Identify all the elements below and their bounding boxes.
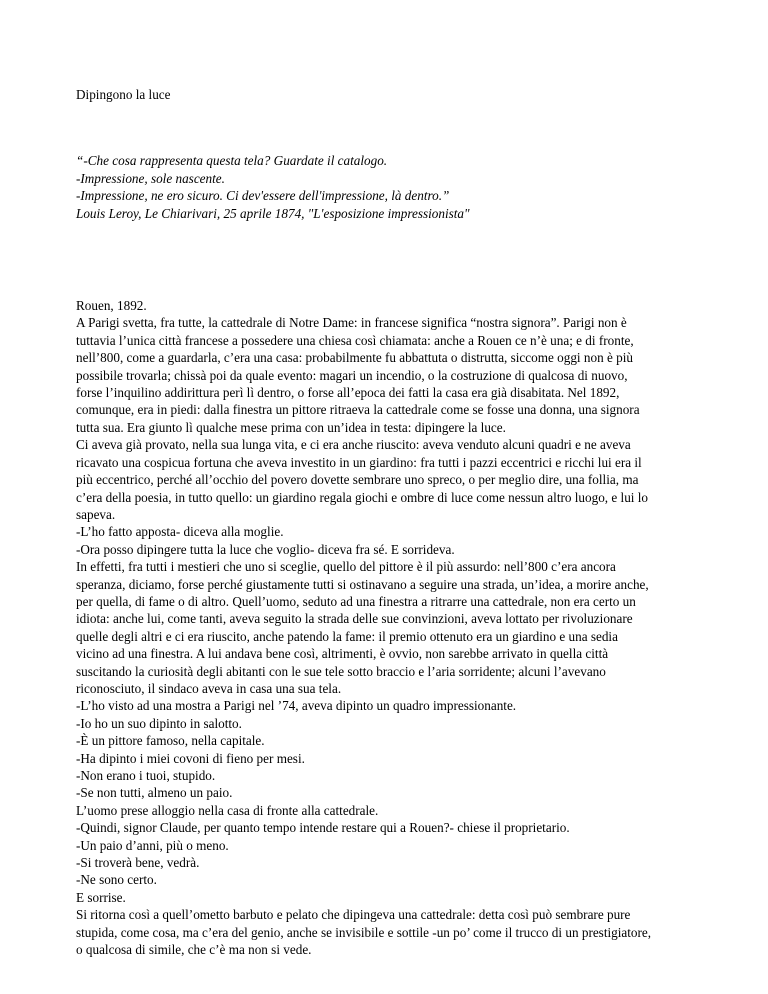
body-line: tuttavia l’unica città francese a possedere una chiesa così chiamata: anche a Rouen ce n’è una; e di fronte, [76, 332, 634, 348]
document-page [76, 86, 696, 958]
body-line: o qualcosa di simile, che c’è ma non si vede. [76, 942, 312, 958]
body-line: L’uomo prese alloggio nella casa di fronte alla cattedrale. [76, 802, 379, 818]
body-line: -È un pittore famoso, nella capitale. [76, 733, 265, 749]
body-line: c’era della poesia, in tutto quello: un giardino regala giochi e ombre di luce come nessun altro luogo, e lui lo [76, 489, 649, 505]
body-line: -L’ho fatto apposta- diceva alla moglie. [76, 524, 284, 540]
body-line: speranza, diciamo, forse perché giustamente tutti si ostinavano a seguire una strada, un’idea, a morire anche, [76, 576, 649, 592]
body-line: comunque, era in piedi: dalla finestra un pittore ritraeva la cattedrale come se fosse una donna, una signora [76, 402, 640, 418]
body-line: forse l’inquilino addirittura perì lì dentro, o forse all’epoca dei fatti la casa era già disabitata. Nel 1892, [76, 385, 620, 401]
body-line: -Ne sono certo. [76, 872, 157, 888]
epigraph-attribution: Louis Leroy, Le Chiarivari, 25 aprile 1874, "L'esposizione impressionista" [76, 205, 470, 221]
body-line: Ci aveva già provato, nella sua lunga vita, e ci era anche riuscito: aveva venduto alcuni quadri e ne aveva [76, 437, 631, 453]
epigraph-line: “-Che cosa rappresenta questa tela? Guardate il catalogo. [76, 153, 388, 169]
epigraph-line: -Impressione, ne ero sicuro. Ci dev'essere dell'impressione, là dentro.” [76, 188, 450, 204]
body-line: E sorrise. [76, 889, 126, 905]
body-line: vicino ad una finestra. A lui andava bene così, altrimenti, è ovvio, non sarebbe arrivato in quella città [76, 646, 609, 662]
body-line: idiota: anche lui, come tanti, aveva seguito la strada delle sue convinzioni, aveva lottato per rivoluzionare [76, 611, 633, 627]
body-line: possibile trovarla; chissà poi da quale evento: magari un incendio, o la costruzione di qualcosa di nuovo, [76, 367, 628, 383]
body-line: A Parigi svetta, fra tutte, la cattedrale di Notre Dame: in francese significa “nostra signora”. Parigi non è [76, 315, 627, 331]
body-line: per quella, di fame o di altro. Quell’uomo, seduto ad una finestra a ritrarre una cattedrale, non era certo un [76, 593, 636, 609]
body-line: nell’800, come a guardarla, c’era una casa: probabilmente fu abbattuta o distrutta, siccome oggi non è più [76, 350, 633, 366]
body-line: quelle degli altri e ci era riuscito, anche patendo la fame: il premio ottenuto era un giardino e una sedia [76, 628, 618, 644]
epigraph [76, 152, 696, 222]
body-line: In effetti, fra tutti i mestieri che uno si sceglie, quello del pittore è il più assurdo: nell’800 c’era ancora [76, 559, 616, 575]
body-line: -Io ho un suo dipinto in salotto. [76, 715, 242, 731]
body-line: suscitando la curiosità degli abitanti con le sue tele sotto braccio e l’aria sorridente; alcuni l’avevano [76, 663, 606, 679]
final-paragraph [76, 906, 696, 958]
body-line: Si ritorna così a quell’ometto barbuto e pelato che dipingeva una cattedrale: detta così può sembrare pure [76, 907, 631, 923]
body-line: -Non erano i tuoi, stupido. [76, 768, 216, 783]
body-line: -Quindi, signor Claude, per quanto tempo intende restare qui a Rouen?- chiese il proprietario. [76, 820, 570, 836]
body-line: -Un paio d’anni, più o meno. [76, 837, 229, 853]
body-line: stupida, come cosa, ma c’era del genio, anche se invisibile e sottile -un po’ come il trucco di un prestigiatore, [76, 924, 652, 940]
story-body [76, 297, 696, 958]
epigraph-line: -Impressione, sole nascente. [76, 170, 225, 186]
body-line: -Si troverà bene, vedrà. [76, 855, 200, 871]
body-line: sapeva. [76, 506, 116, 522]
body-line: -Se non tutti, almeno un paio. [76, 785, 233, 801]
body-line: -Ora posso dipingere tutta la luce che voglio- diceva fra sé. E sorrideva. [76, 541, 455, 557]
body-line: tutta sua. Era giunto lì qualche mese prima con un’idea in testa: dipingere la luce. [76, 419, 506, 435]
body-line: ricavato una cospicua fortuna che aveva investito in un giardino: fra tutti i pazzi eccentrici e ricchi lui era il [76, 454, 642, 470]
body-line: Rouen, 1892. [76, 298, 147, 314]
body-line: -Ha dipinto i miei covoni di fieno per mesi. [76, 750, 305, 766]
body-line: -L’ho visto ad una mostra a Parigi nel ’74, aveva dipinto un quadro impressionante. [76, 698, 517, 714]
body-line: più eccentrico, perché all’occhio del povero dovette sembrare uno spreco, o per meglio dire, una follia, ma [76, 472, 639, 488]
body-line: riconosciuto, il sindaco aveva in casa una sua tela. [76, 680, 342, 696]
document-title: Dipingono la luce [76, 87, 171, 102]
